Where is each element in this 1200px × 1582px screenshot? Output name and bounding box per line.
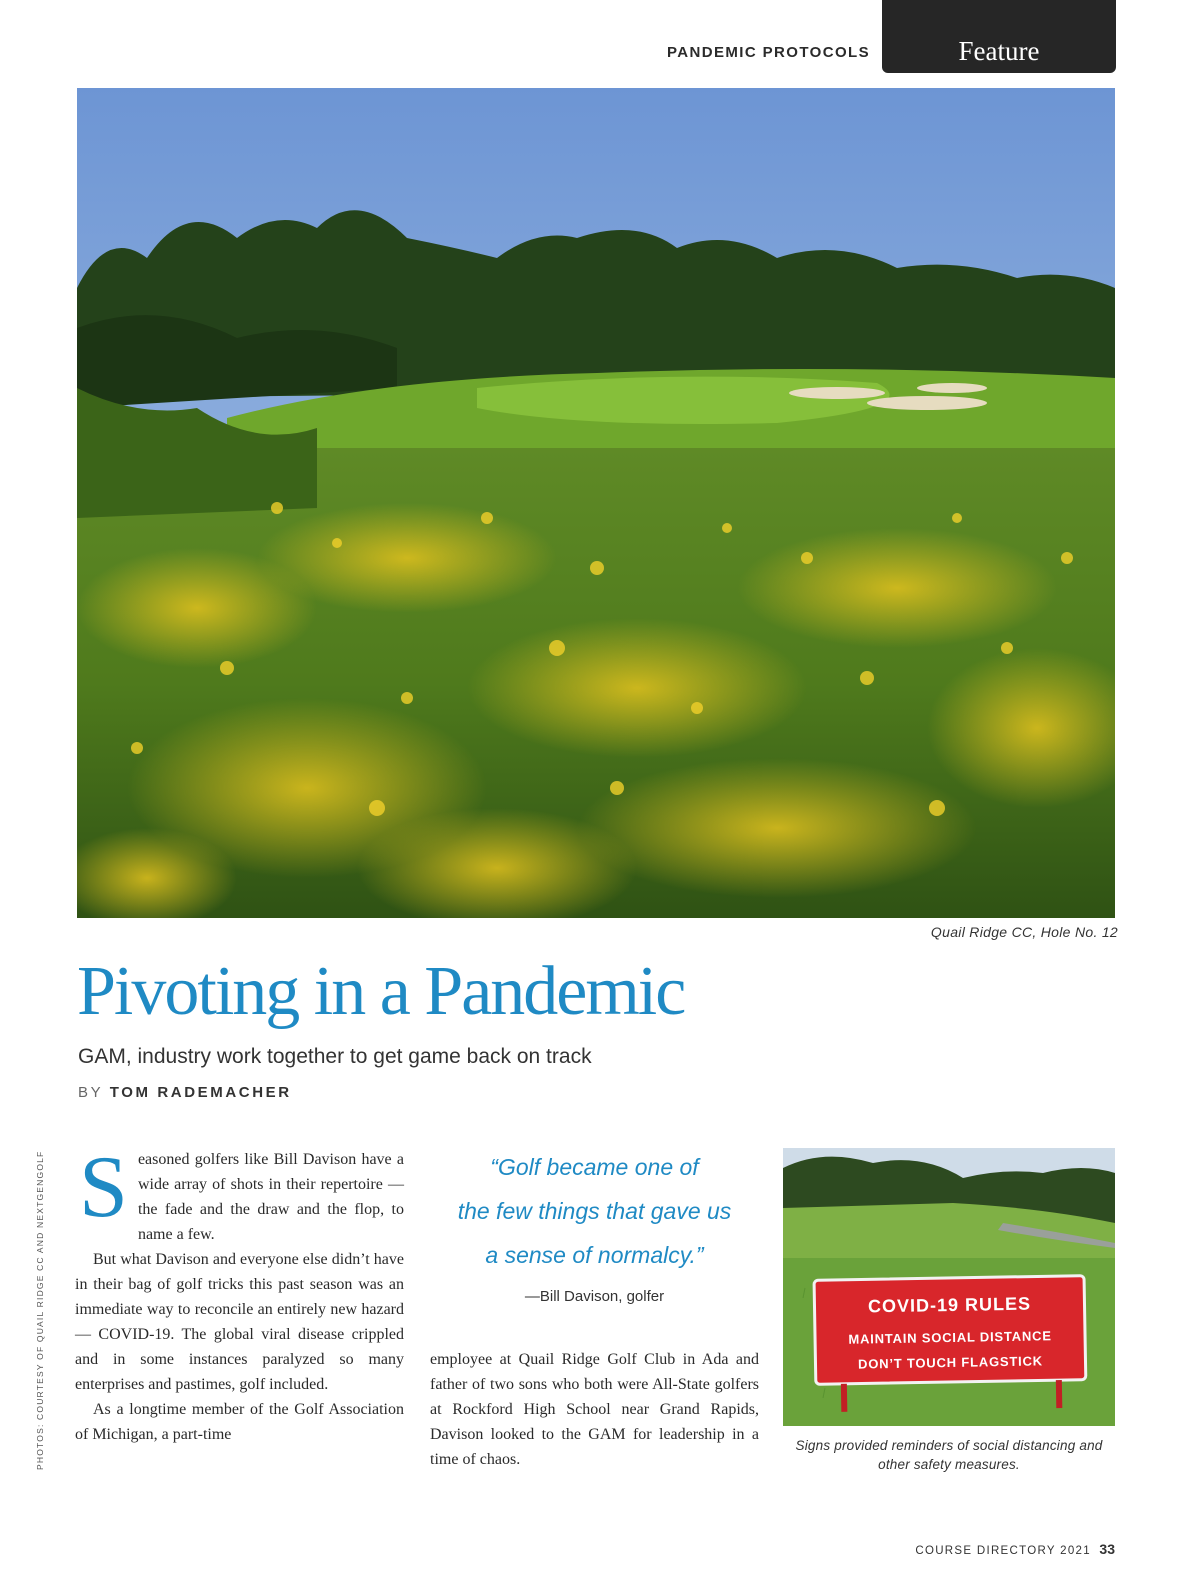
publication-name: COURSE DIRECTORY 2021 [915, 1545, 1091, 1557]
photo-credit: PHOTOS: COURTESY OF QUAIL RIDGE CC AND NEXTGENGOLF [35, 1150, 45, 1470]
paragraph-1-text: easoned golfers like Bill Davison have a wide array of shots in their repertoire — the fade and the draw and the flop, to name a few. [137, 1151, 404, 1243]
page-number: 33 [1099, 1541, 1115, 1557]
covid-sign-photo [783, 1148, 1115, 1426]
hero-photo [77, 88, 1115, 918]
pull-quote-line-2: the few things that gave us [457, 1198, 732, 1224]
side-photo [783, 1148, 1115, 1426]
byline-author: TOM RADEMACHER [109, 1084, 292, 1101]
sign-line-2: DON’T TOUCH FLAGSTICK [857, 1353, 1044, 1372]
pull-quote [430, 1145, 759, 1277]
hero-caption: Quail Ridge CC, Hole No. 12 [930, 924, 1118, 940]
pull-quote-line-3: a sense of normalcy.” [485, 1242, 704, 1268]
article-paragraph-1 [75, 1139, 404, 1247]
article-headline: Pivoting in a Pandemic [77, 953, 685, 1030]
section-label: PANDEMIC PROTOCOLS [667, 44, 870, 61]
golf-course-illustration [77, 88, 1115, 918]
article-paragraph-3: As a longtime member of the Golf Association of Michigan, a part-time [75, 1401, 404, 1443]
article-paragraph-2: But what Davison and everyone else didn’t have in their bag of golf tricks this past season was an immediate way to reconcile an entirely new hazard — COVID-19. The global viral disease crippled and in some instances paralyzed so many enterprises and pastimes, golf included. [75, 1251, 404, 1393]
drop-cap: S [79, 1139, 128, 1236]
pull-quote-line-1: “Golf became one of [490, 1154, 699, 1180]
feature-tab-label: Feature [958, 36, 1040, 66]
byline-prefix: BY [78, 1084, 103, 1101]
feature-tab [882, 0, 1116, 73]
side-photo-caption: Signs provided reminders of social distancing and other safety measures. [795, 1438, 1103, 1472]
article-column-2 [430, 1347, 759, 1472]
article-dek: GAM, industry work together to get game back on track [78, 1045, 592, 1068]
article-paragraph-3-continued: employee at Quail Ridge Golf Club in Ada and father of two sons who both were All-State golfers at Rockford High School near Grand Rapids, Davison looked to the GAM for leadership in a time of chaos. [430, 1351, 759, 1468]
pull-quote-attribution: —Bill Davison, golfer [524, 1288, 665, 1305]
byline [78, 1084, 292, 1101]
sign-title: COVID-19 RULES [867, 1293, 1032, 1317]
article-column-1 [75, 1139, 404, 1447]
page-footer [915, 1541, 1115, 1557]
sign-line-1: MAINTAIN SOCIAL DISTANCE [848, 1328, 1052, 1347]
